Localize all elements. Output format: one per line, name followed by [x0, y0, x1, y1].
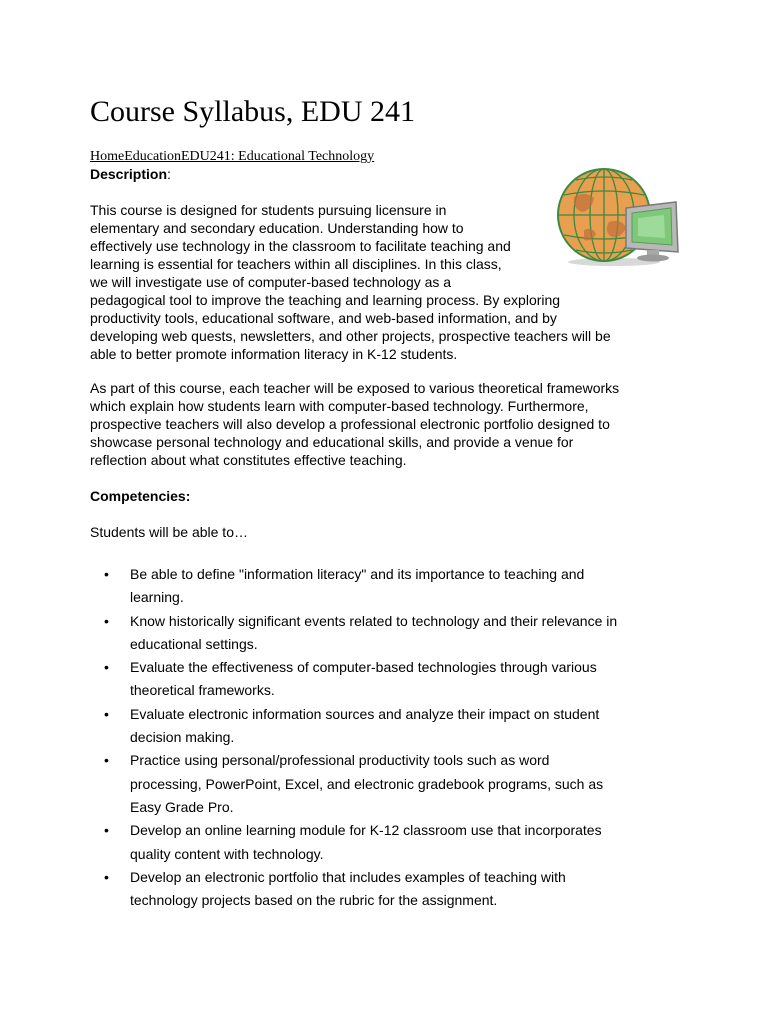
list-item [100, 656, 700, 703]
bullet-icon: • [104, 822, 109, 839]
description-label: Description [90, 166, 168, 182]
bullet-icon: • [104, 612, 109, 629]
list-item-line: Evaluate the effectiveness of computer-based technologies through various [130, 659, 597, 676]
breadcrumb-home-link[interactable]: Home [90, 149, 125, 164]
page-title: Course Syllabus, EDU 241 [90, 95, 415, 128]
list-item-line: Develop an electronic portfolio that includes examples of teaching with [130, 868, 566, 885]
list-item [100, 749, 700, 819]
breadcrumb-education-link[interactable]: Education [124, 149, 181, 164]
globe-computer-icon [554, 162, 684, 268]
list-item-line: Develop an online learning module for K-12 classroom use that incorporates [130, 822, 602, 839]
list-item [100, 703, 700, 750]
list-item-line: decision making. [130, 729, 235, 746]
list-item-line: Easy Grade Pro. [130, 798, 234, 815]
paragraph-line: This course is designed for students pursuing licensure in [90, 202, 447, 218]
paragraph-line: prospective teachers will also develop a professional electronic portfolio designed to [90, 416, 610, 432]
paragraph-line: which explain how students learn with computer-based technology. Furthermore, [90, 398, 589, 414]
paragraph-line: reflection about what constitutes effective teaching. [90, 452, 407, 468]
bullet-icon: • [104, 566, 109, 582]
paragraph-line: able to better promote information literacy in K-12 students. [90, 346, 458, 362]
paragraph-line: pedagogical tool to improve the teaching and learning process. By exploring [90, 292, 561, 308]
list-item [100, 563, 700, 610]
list-item-line: educational settings. [130, 635, 258, 652]
paragraph-line: elementary and secondary education. Understanding how to [90, 220, 464, 236]
list-item-line: processing, PowerPoint, Excel, and electronic gradebook programs, such as [130, 775, 604, 792]
list-item-line: Be able to define "information literacy" and its importance to teaching and [130, 566, 585, 582]
list-item [100, 819, 700, 866]
list-item-line: technology projects based on the rubric for the assignment. [130, 892, 498, 909]
bullet-icon: • [104, 659, 109, 676]
paragraph-line: showcase personal technology and educational skills, and provide a venue for [90, 434, 574, 450]
breadcrumb [90, 148, 374, 166]
competencies-list [100, 563, 700, 912]
paragraph-line: effectively use technology in the classroom to facilitate teaching and [90, 238, 511, 254]
list-item-line: quality content with technology. [130, 845, 324, 862]
list-item [100, 866, 700, 913]
list-item-line: Know historically significant events related to technology and their relevance in [130, 612, 618, 629]
computer-monitor-icon [626, 202, 678, 262]
list-item-line: Evaluate electronic information sources and analyze their impact on student [130, 705, 600, 722]
competencies-intro: Students will be able to… [90, 524, 248, 540]
paragraph-line: learning is essential for teachers within all disciplines. In this class, [90, 256, 502, 272]
list-item [100, 610, 700, 657]
description-heading [90, 165, 171, 183]
description-colon: : [167, 166, 171, 182]
paragraph-line: As part of this course, each teacher will be exposed to various theoretical frameworks [90, 380, 620, 396]
breadcrumb-course-link[interactable]: EDU241: Educational Technology [180, 149, 375, 164]
bullet-icon: • [104, 868, 109, 885]
paragraph-line: developing web quests, newsletters, and other projects, prospective teachers will be [90, 328, 611, 344]
description-paragraph-2 [90, 379, 690, 469]
list-item-line: learning. [130, 589, 184, 606]
paragraph-line: we will investigate use of computer-based technology as a [90, 274, 452, 290]
bullet-icon: • [104, 752, 109, 769]
list-item-line: theoretical frameworks. [130, 682, 275, 699]
list-item-line: Practice using personal/professional productivity tools such as word [130, 752, 550, 769]
competencies-heading: Competencies: [90, 488, 191, 504]
paragraph-line: productivity tools, educational software, and web-based information, and by [90, 310, 557, 326]
bullet-icon: • [104, 705, 109, 722]
